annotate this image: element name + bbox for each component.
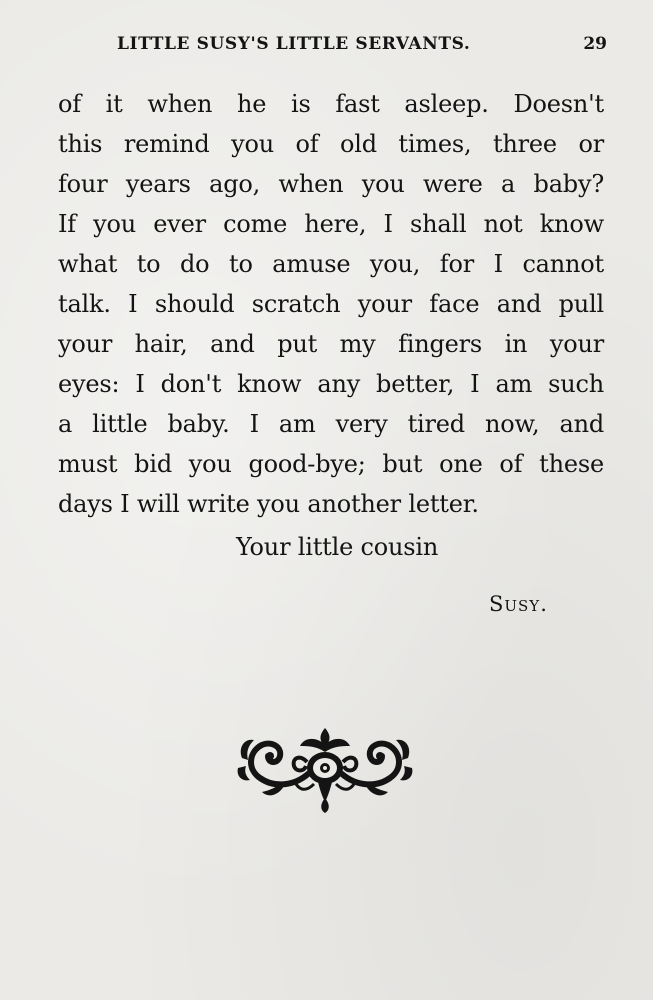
body-text <box>58 84 604 524</box>
text-line: this remind you of old times, three or <box>58 130 604 158</box>
text-line: of it when he is fast asleep. Doesn't <box>58 90 604 118</box>
text-line: talk. I should scratch your face and pull <box>58 290 604 318</box>
text-line: four years ago, when you were a baby? <box>58 170 604 198</box>
page-number: 29 <box>583 34 607 54</box>
page-header <box>117 34 607 60</box>
running-head: LITTLE SUSY'S LITTLE SERVANTS. <box>117 34 471 54</box>
text-line: your hair, and put my fingers in your <box>58 330 604 358</box>
text-line: eyes: I don't know any better, I am such <box>58 370 604 398</box>
text-line: If you ever come here, I shall not know <box>58 210 604 238</box>
floral-scroll-ornament-icon <box>234 724 416 814</box>
text-line: a little baby. I am very tired now, and <box>58 410 604 438</box>
letter-closing: Your little cousin <box>236 533 439 561</box>
text-line: must bid you good-bye; but one of these <box>58 450 604 478</box>
text-line: what to do to amuse you, for I cannot <box>58 250 604 278</box>
text-line: days I will write you another letter. <box>58 490 479 518</box>
letter-signature: Susy. <box>489 592 548 616</box>
